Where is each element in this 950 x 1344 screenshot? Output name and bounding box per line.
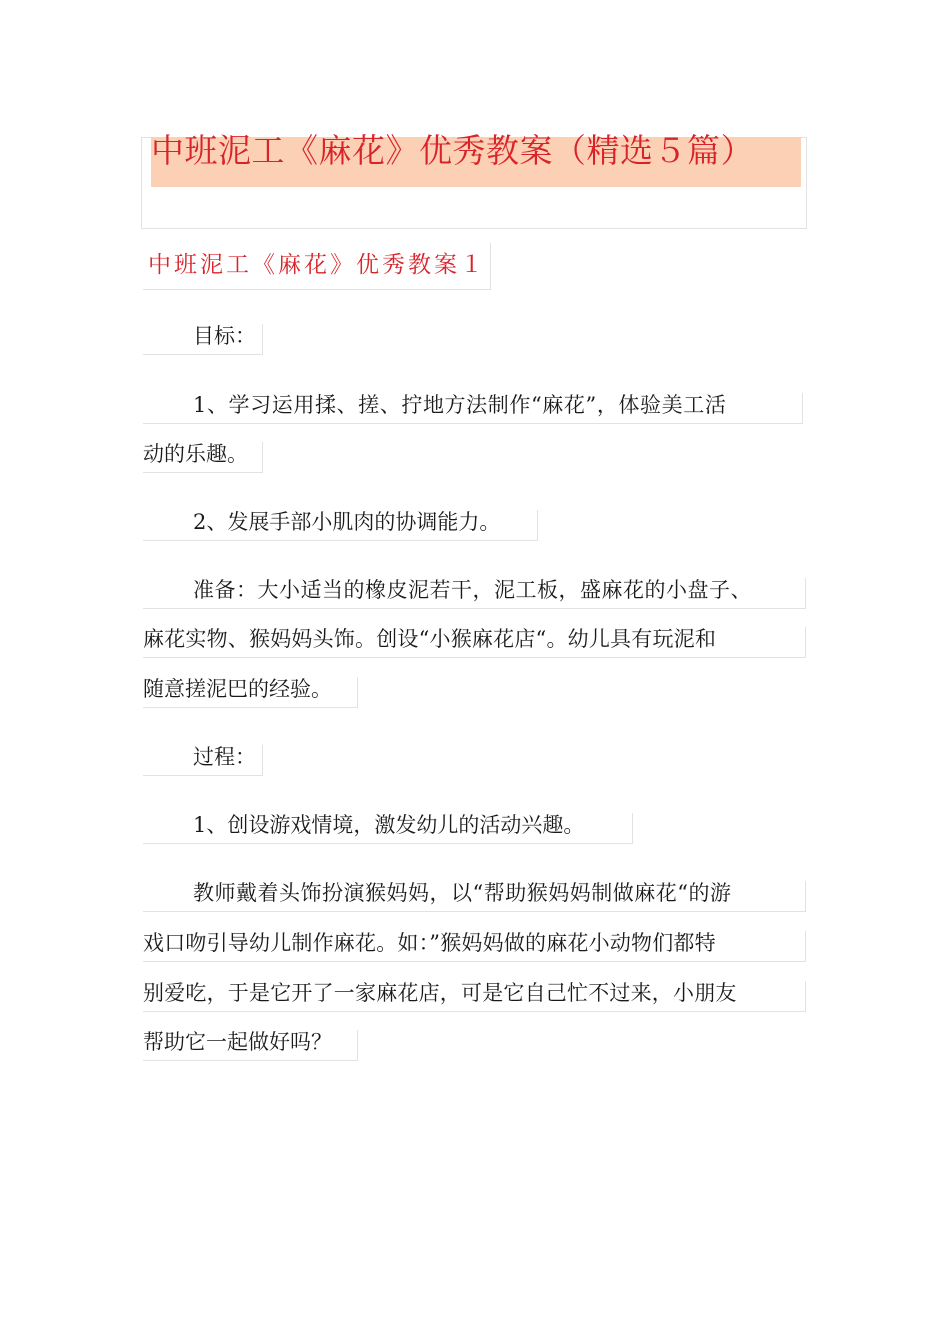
- paragraph-line: 动的乐趣。: [143, 442, 263, 473]
- section-heading: 中班泥工《麻花》优秀教案１: [148, 252, 486, 278]
- paragraph-line: 准备：大小适当的橡皮泥若干，泥工板，盛麻花的小盘子、: [143, 578, 806, 609]
- paragraph-line: 2、发展手部小肌肉的协调能力。: [143, 510, 538, 541]
- paragraph-line: 别爱吃，于是它开了一家麻花店，可是它自己忙不过来，小朋友: [143, 981, 806, 1012]
- paragraph-line: 麻花实物、猴妈妈头饰。创设“小猴麻花店“。幼儿具有玩泥和: [143, 627, 806, 658]
- paragraph-line: 帮助它一起做好吗？: [143, 1030, 358, 1061]
- paragraph-line: 戏口吻引导幼儿制作麻花。如：”猴妈妈做的麻花小动物们都特: [143, 931, 806, 962]
- paragraph-line: 1、创设游戏情境，激发幼儿的活动兴趣。: [143, 813, 633, 844]
- paragraph-line: 教师戴着头饰扮演猴妈妈，以“帮助猴妈妈制做麻花“的游: [143, 881, 806, 912]
- paragraph-line: 随意搓泥巴的经验。: [143, 677, 358, 708]
- paragraph-line: 过程：: [143, 745, 263, 776]
- document-title: 中班泥工《麻花》优秀教案（精选５篇）: [151, 131, 754, 170]
- section-heading-frame: [143, 243, 491, 290]
- paragraph-line: 目标：: [143, 324, 263, 355]
- paragraph-line: 1、学习运用揉、搓、拧地方法制作“麻花”，体验美工活: [143, 393, 803, 424]
